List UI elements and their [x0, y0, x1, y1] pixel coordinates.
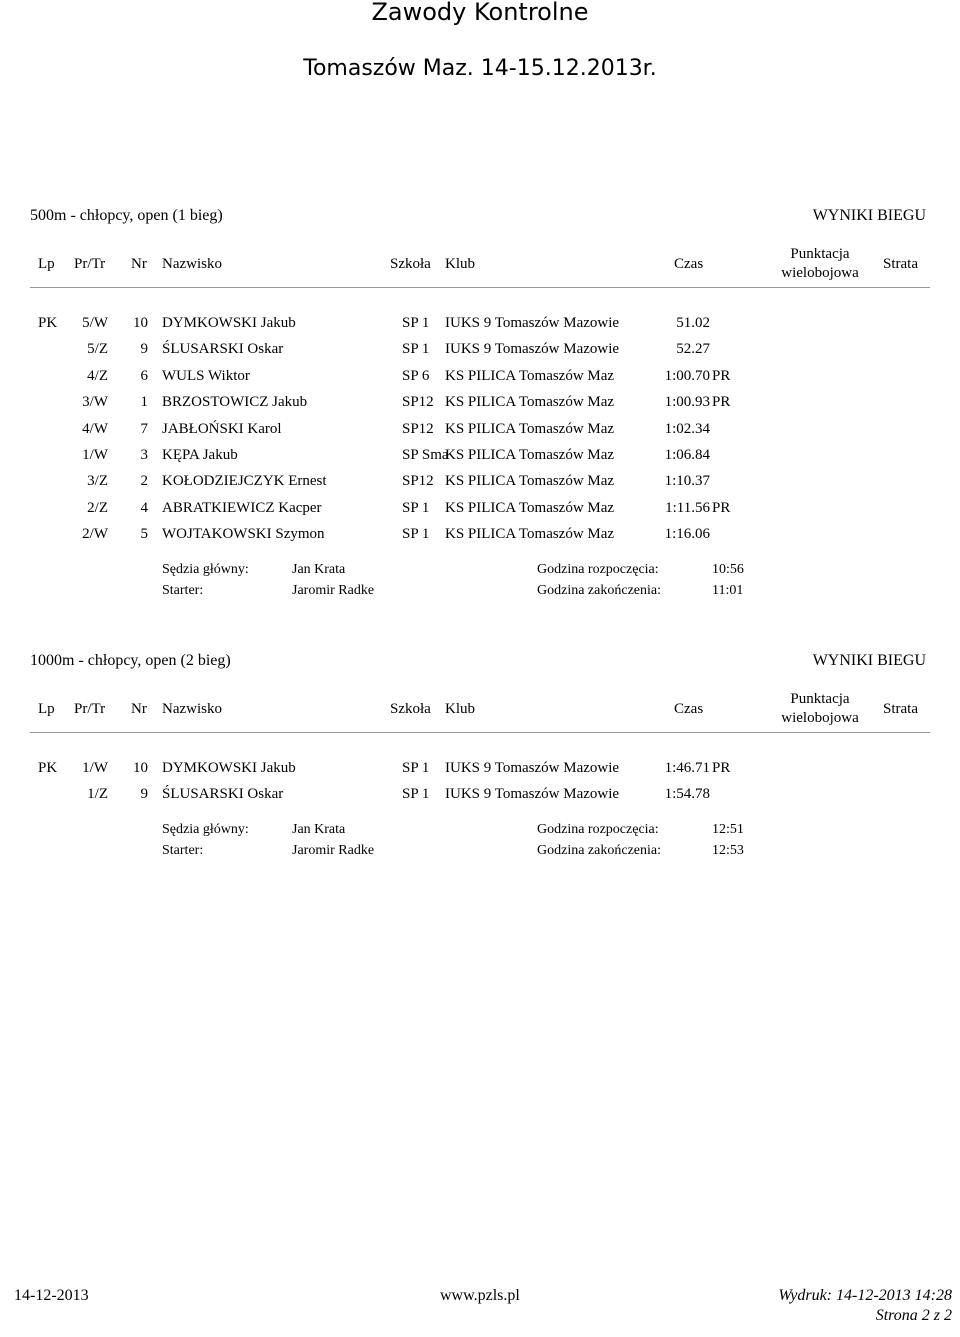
row-prtr: 1/W [82, 760, 108, 776]
col-header-punktacja: Punktacja [790, 691, 850, 707]
row-name: KĘPA Jakub [162, 447, 238, 463]
row-name: JABŁOŃSKI Karol [162, 421, 282, 437]
row-school: SP 1 [402, 760, 430, 776]
col-header-lp: Lp [38, 256, 55, 272]
row-name: WULS Wiktor [162, 368, 250, 384]
row-school: SP 6 [402, 368, 430, 384]
row-nr: 1 [140, 394, 148, 410]
race-title: 500m - chłopcy, open (1 bieg) [30, 207, 223, 224]
row-time: 1:00.70 [664, 368, 710, 384]
row-prtr: 4/W [82, 421, 108, 437]
row-nr: 3 [140, 447, 148, 463]
row-record: PR [712, 368, 731, 384]
row-name: BRZOSTOWICZ Jakub [162, 394, 308, 410]
row-nr: 9 [140, 341, 148, 357]
row-nr: 2 [140, 473, 148, 489]
row-prtr: 4/Z [87, 368, 108, 384]
row-time: 1:11.56 [665, 500, 710, 516]
start-time-label: Godzina rozpoczęcia: [537, 562, 659, 577]
row-club: KS PILICA Tomaszów Maz [445, 421, 615, 437]
footer-page-number: Strona 2 z 2 [875, 1307, 952, 1324]
row-time: 1:46.71 [664, 760, 710, 776]
row-time: 1:16.06 [664, 526, 710, 542]
col-header-nazwisko: Nazwisko [162, 256, 222, 272]
col-header-nr: Nr [131, 701, 147, 717]
row-school: SP 1 [402, 526, 430, 542]
row-time: 1:10.37 [664, 473, 710, 489]
row-record: PR [712, 500, 731, 516]
row-club: KS PILICA Tomaszów Maz [445, 526, 615, 542]
row-club: IUKS 9 Tomaszów Mazowie [445, 760, 620, 776]
col-header-klub: Klub [445, 256, 475, 272]
row-nr: 10 [133, 760, 148, 776]
start-time-label: Godzina rozpoczęcia: [537, 822, 659, 837]
judge-name: Jan Krata [292, 562, 346, 577]
row-nr: 5 [140, 526, 148, 542]
judge-name: Jan Krata [292, 822, 346, 837]
header-divider [30, 287, 930, 288]
col-header-prtr: Pr/Tr [74, 256, 106, 272]
row-club: KS PILICA Tomaszów Maz [445, 473, 615, 489]
row-prtr: 1/Z [87, 786, 108, 802]
row-name: ŚLUSARSKI Oskar [162, 341, 284, 357]
start-time-value: 10:56 [712, 562, 744, 577]
col-header-szkola: Szkoła [390, 256, 431, 272]
row-nr: 6 [140, 368, 148, 384]
col-header-wielobojowa: wielobojowa [781, 265, 859, 281]
starter-name: Jaromir Radke [292, 843, 375, 858]
footer-print-timestamp: Wydruk: 14-12-2013 14:28 [778, 1287, 952, 1304]
starter-label: Starter: [162, 843, 204, 858]
results-label: WYNIKI BIEGU [812, 207, 926, 224]
row-time: 1:06.84 [664, 447, 710, 463]
row-name: ŚLUSARSKI Oskar [162, 786, 284, 802]
end-time-label: Godzina zakończenia: [537, 843, 661, 858]
row-time: 51.02 [676, 315, 710, 331]
row-time: 1:00.93 [664, 394, 710, 410]
row-prtr: 2/W [82, 526, 108, 542]
row-school: SP Sma [402, 447, 449, 463]
document-title: Zawody Kontrolne [371, 0, 589, 26]
judge-label: Sędzia główny: [162, 822, 249, 837]
row-school: SP 1 [402, 315, 430, 331]
row-school: SP 1 [402, 341, 430, 357]
row-club: KS PILICA Tomaszów Maz [445, 500, 615, 516]
judge-label: Sędzia główny: [162, 562, 249, 577]
row-record: PR [712, 394, 731, 410]
row-lp: PK [38, 315, 58, 331]
start-time-value: 12:51 [712, 822, 744, 837]
row-name: ABRATKIEWICZ Kacper [162, 500, 322, 516]
col-header-szkola: Szkoła [390, 701, 431, 717]
row-club: KS PILICA Tomaszów Maz [445, 394, 615, 410]
header-divider [30, 732, 930, 733]
row-prtr: 5/W [82, 315, 108, 331]
row-name: KOŁODZIEJCZYK Ernest [162, 473, 327, 489]
row-prtr: 5/Z [87, 341, 108, 357]
col-header-strata: Strata [883, 256, 918, 272]
document-subtitle: Tomaszów Maz. 14-15.12.2013r. [303, 56, 657, 81]
footer-date: 14-12-2013 [14, 1287, 89, 1304]
row-time: 1:02.34 [664, 421, 710, 437]
row-nr: 4 [140, 500, 148, 516]
row-prtr: 3/W [82, 394, 108, 410]
end-time-label: Godzina zakończenia: [537, 583, 661, 598]
footer-website-link[interactable]: www.pzls.pl [440, 1287, 520, 1304]
row-lp: PK [38, 760, 58, 776]
row-time: 52.27 [676, 341, 710, 357]
row-name: WOJTAKOWSKI Szymon [162, 526, 325, 542]
starter-label: Starter: [162, 583, 204, 598]
col-header-strata: Strata [883, 701, 918, 717]
end-time-value: 12:53 [712, 843, 744, 858]
col-header-nr: Nr [131, 256, 147, 272]
starter-name: Jaromir Radke [292, 583, 375, 598]
row-school: SP 1 [402, 500, 430, 516]
row-prtr: 1/W [82, 447, 108, 463]
row-nr: 9 [140, 786, 148, 802]
row-club: IUKS 9 Tomaszów Mazowie [445, 786, 620, 802]
row-club: KS PILICA Tomaszów Maz [445, 368, 615, 384]
col-header-czas: Czas [674, 701, 704, 717]
col-header-nazwisko: Nazwisko [162, 701, 222, 717]
col-header-punktacja: Punktacja [790, 246, 850, 262]
row-nr: 10 [133, 315, 148, 331]
col-header-czas: Czas [674, 256, 704, 272]
row-prtr: 2/Z [87, 500, 108, 516]
results-label: WYNIKI BIEGU [812, 652, 926, 669]
col-header-wielobojowa: wielobojowa [781, 710, 859, 726]
row-name: DYMKOWSKI Jakub [162, 315, 296, 331]
row-name: DYMKOWSKI Jakub [162, 760, 296, 776]
row-record: PR [712, 760, 731, 776]
col-header-lp: Lp [38, 701, 55, 717]
row-nr: 7 [140, 421, 148, 437]
row-club: IUKS 9 Tomaszów Mazowie [445, 315, 620, 331]
race-title: 1000m - chłopcy, open (2 bieg) [30, 652, 231, 669]
row-time: 1:54.78 [664, 786, 710, 802]
row-school: SP12 [402, 394, 434, 410]
col-header-klub: Klub [445, 701, 475, 717]
row-school: SP12 [402, 473, 434, 489]
row-club: KS PILICA Tomaszów Maz [445, 447, 615, 463]
col-header-prtr: Pr/Tr [74, 701, 106, 717]
row-school: SP 1 [402, 786, 430, 802]
row-club: IUKS 9 Tomaszów Mazowie [445, 341, 620, 357]
row-school: SP12 [402, 421, 434, 437]
row-prtr: 3/Z [87, 473, 108, 489]
end-time-value: 11:01 [712, 583, 744, 598]
